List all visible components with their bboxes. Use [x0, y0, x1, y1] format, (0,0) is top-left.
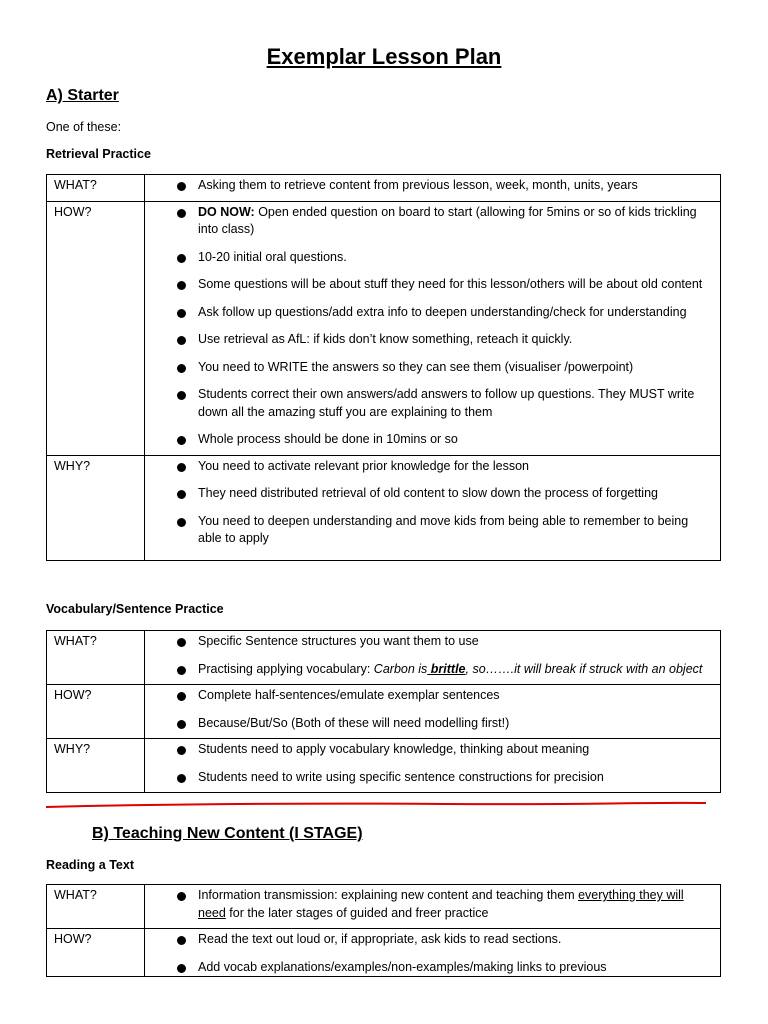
bullet-icon	[177, 463, 186, 472]
bullet-icon	[177, 746, 186, 755]
intro-text: One of these:	[46, 120, 122, 134]
bullet-list	[145, 741, 712, 786]
row-label-what: WHAT?	[47, 885, 145, 929]
bullet-list	[145, 177, 712, 195]
bullet-icon	[177, 892, 186, 901]
list-item: You need to activate relevant prior knowledge for the lesson	[145, 458, 712, 476]
bullet-icon	[177, 490, 186, 499]
table-row	[47, 631, 721, 685]
row-label-why: WHY?	[47, 739, 145, 793]
list-item: 10-20 initial oral questions.	[145, 249, 712, 267]
bullet-icon	[177, 666, 186, 675]
bullet-icon	[177, 336, 186, 345]
list-item: Some questions will be about stuff they need for this lesson/others will be about old content	[145, 276, 712, 294]
bullet-icon	[177, 254, 186, 263]
table-row	[47, 685, 721, 739]
list-item: Students need to apply vocabulary knowledge, thinking about meaning	[145, 741, 712, 759]
row-content	[145, 455, 721, 560]
red-underline-stroke	[46, 798, 706, 812]
section-b-heading: B) Teaching New Content (I STAGE)	[92, 825, 363, 842]
bullet-icon	[177, 774, 186, 783]
list-item: Specific Sentence structures you want them to use	[145, 633, 712, 651]
row-label-what: WHAT?	[47, 631, 145, 685]
bullet-icon	[177, 209, 186, 218]
table-row	[47, 929, 721, 977]
brittle-word: brittle	[427, 661, 466, 676]
row-content	[145, 885, 721, 929]
vocab-practice-label: Vocabulary/Sentence Practice	[46, 602, 224, 616]
bullet-icon	[177, 692, 186, 701]
do-now-label: DO NOW:	[198, 204, 255, 219]
list-item: Students correct their own answers/add answers to follow up questions. They MUST write down all the amazing stuff you are explaining to them	[145, 386, 712, 421]
list-item: Practising applying vocabulary: Carbon is brittle, so…….it will break if struck with an object	[145, 661, 712, 679]
list-item: Read the text out loud or, if appropriate, ask kids to read sections.	[145, 931, 712, 949]
retrieval-practice-label: Retrieval Practice	[46, 147, 151, 161]
page-title: Exemplar Lesson Plan	[266, 44, 502, 69]
bullet-icon	[177, 518, 186, 527]
row-label-why: WHY?	[47, 455, 145, 560]
row-label-what: WHAT?	[47, 175, 145, 202]
bullet-icon	[177, 936, 186, 945]
table-row	[47, 885, 721, 929]
row-content	[145, 929, 721, 977]
list-item: They need distributed retrieval of old content to slow down the process of forgetting	[145, 485, 712, 503]
bullet-icon	[177, 391, 186, 400]
row-label-how: HOW?	[47, 201, 145, 455]
bullet-icon	[177, 364, 186, 373]
list-item: You need to WRITE the answers so they can see them (visualiser /powerpoint)	[145, 359, 712, 377]
row-content	[145, 631, 721, 685]
list-item: Students need to write using specific sentence constructions for precision	[145, 769, 712, 787]
row-content	[145, 739, 721, 793]
table-row	[47, 739, 721, 793]
list-item: Because/But/So (Both of these will need modelling first!)	[145, 715, 712, 733]
bullet-icon	[177, 281, 186, 290]
row-content	[145, 201, 721, 455]
bullet-list	[145, 887, 712, 922]
row-label-how: HOW?	[47, 685, 145, 739]
reading-text-label: Reading a Text	[46, 858, 134, 872]
bullet-list	[145, 687, 712, 732]
bullet-icon	[177, 436, 186, 445]
bullet-list	[145, 931, 712, 976]
list-item: DO NOW: Open ended question on board to start (allowing for 5mins or so of kids trickling into class)	[145, 204, 712, 239]
bullet-list	[145, 204, 712, 449]
list-item: You need to deepen understanding and move kids from being able to remember to being able to apply	[145, 513, 712, 548]
row-content	[145, 175, 721, 202]
list-item: Asking them to retrieve content from previous lesson, week, month, units, years	[145, 177, 712, 195]
vocab-practice-table	[46, 630, 721, 793]
bullet-icon	[177, 182, 186, 191]
bullet-icon	[177, 638, 186, 647]
reading-text-table	[46, 884, 721, 977]
list-item: Use retrieval as AfL: if kids don’t know something, reteach it quickly.	[145, 331, 712, 349]
row-content	[145, 685, 721, 739]
retrieval-practice-table	[46, 174, 721, 561]
table-row	[47, 175, 721, 202]
bullet-icon	[177, 720, 186, 729]
list-item: Whole process should be done in 10mins or so	[145, 431, 712, 449]
list-item: Complete half-sentences/emulate exemplar sentences	[145, 687, 712, 705]
list-item: Information transmission: explaining new content and teaching them everything they will need for the later stages of guided and freer practice	[145, 887, 712, 922]
table-row	[47, 201, 721, 455]
bullet-list	[145, 633, 712, 678]
bullet-icon	[177, 964, 186, 973]
row-label-how: HOW?	[47, 929, 145, 977]
bullet-icon	[177, 309, 186, 318]
section-a-heading: A) Starter	[46, 87, 119, 104]
table-row	[47, 455, 721, 560]
bullet-list	[145, 458, 712, 548]
list-item: Add vocab explanations/examples/non-examples/making links to previous	[145, 959, 712, 977]
list-item: Ask follow up questions/add extra info to deepen understanding/check for understanding	[145, 304, 712, 322]
